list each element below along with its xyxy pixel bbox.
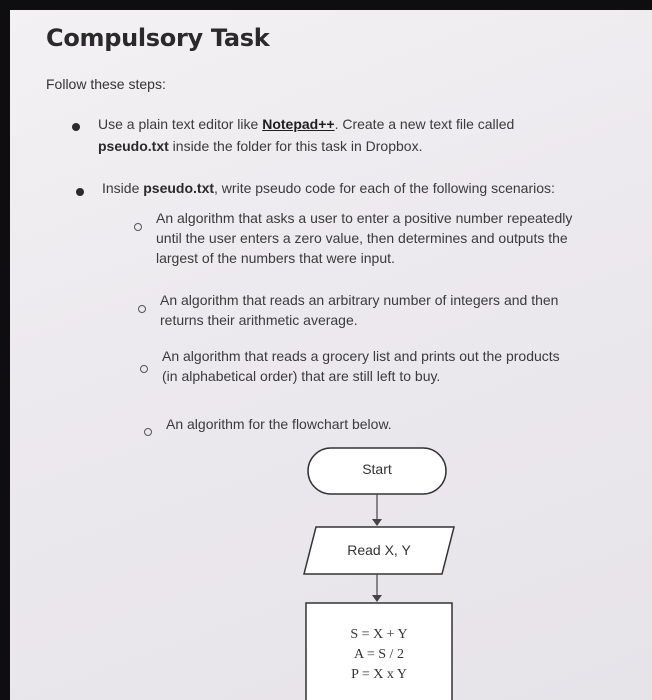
flowchart-process-line-1: S = X + Y xyxy=(350,627,408,642)
step-1-text: Use a plain text editor like xyxy=(98,116,263,132)
step-1-text-end: inside the folder for this task in Dropbox. xyxy=(168,138,423,154)
page-title: Compulsory Task xyxy=(46,24,270,52)
scenario-1-line-2: until the user enters a zero value, then determines and outputs the xyxy=(156,230,568,246)
scenario-1-line-1: An algorithm that asks a user to enter a positive number repeatedly xyxy=(156,210,573,226)
document-page xyxy=(10,10,652,700)
scenario-1-line-3: largest of the numbers that were input. xyxy=(156,250,395,266)
step-1-text-cont: . Create a new text file called xyxy=(334,116,515,132)
flowchart-process-line-2: A = S / 2 xyxy=(354,647,404,662)
step-2-text: Inside xyxy=(102,180,144,196)
filename: pseudo.txt xyxy=(143,180,215,196)
scenario-2-line-2: returns their arithmetic average. xyxy=(160,312,358,328)
scenario-2-line-1: An algorithm that reads an arbitrary number of integers and then xyxy=(160,292,559,308)
step-2-text-cont: , write pseudo code for each of the following scenarios: xyxy=(214,180,555,196)
scenario-3-line-1: An algorithm that reads a grocery list and prints out the products xyxy=(162,348,560,364)
intro-text: Follow these steps: xyxy=(46,76,166,92)
flowchart xyxy=(10,10,652,700)
flowchart-read-label: Read X, Y xyxy=(347,542,411,558)
scenario-4-line-1: An algorithm for the flowchart below. xyxy=(166,416,392,432)
flowchart-process-line-3: P = X x Y xyxy=(351,667,407,682)
notepad-link[interactable]: Notepad++ xyxy=(262,116,335,132)
scenario-3-line-2: (in alphabetical order) that are still left to buy. xyxy=(162,368,441,384)
flowchart-arrowhead xyxy=(372,519,382,526)
filename: pseudo.txt xyxy=(98,138,169,154)
flowchart-start-label: Start xyxy=(362,461,392,477)
flowchart-arrowhead xyxy=(372,595,382,602)
